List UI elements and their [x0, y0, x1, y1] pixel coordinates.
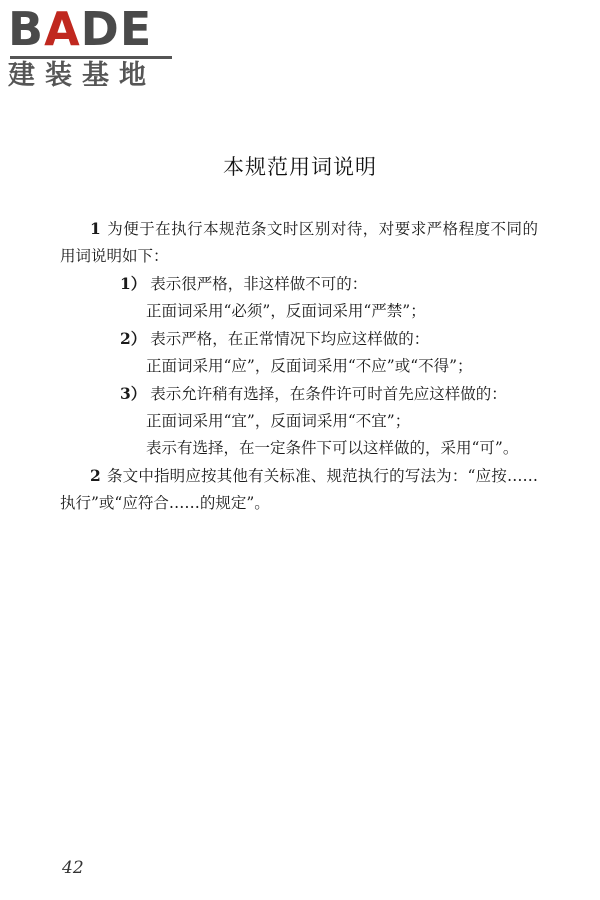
item-3	[60, 380, 538, 408]
item-1-line-1: 正面词采用“必须”，反面词采用“严禁”；	[146, 302, 426, 320]
item-3-number: 3）	[120, 384, 147, 403]
item-3-line-1: 正面词采用“宜”，反面词采用“不宜”；	[146, 412, 411, 430]
document-body	[60, 215, 538, 517]
item-2	[60, 325, 538, 353]
item-1-text: 表示很严格，非这样做不可的：	[150, 275, 368, 293]
item-2-line-1: 正面词采用“应”，反面词采用“不应”或“不得”；	[146, 357, 473, 375]
publisher-logo	[8, 4, 176, 92]
page-number: 42	[62, 858, 84, 878]
item-1	[60, 270, 538, 298]
item-3-text: 表示允许稍有选择，在条件许可时首先应这样做的：	[150, 385, 507, 403]
logo-wordmark	[8, 4, 152, 54]
clause-1-number: 1	[90, 219, 101, 238]
item-3-line-2: 表示有选择，在一定条件下可以这样做的，采用“可”。	[146, 439, 519, 457]
clause-1-text: 为便于在执行本规范条文时区别对待，对要求严格程度不同的用词说明如下：	[60, 220, 538, 265]
page-title: 本规范用词说明	[223, 155, 377, 179]
logo-letters-start: B	[8, 2, 45, 56]
logo-accent-letter: A	[44, 2, 81, 56]
item-2-text: 表示严格，在正常情况下均应这样做的：	[150, 330, 430, 348]
item-2-number: 2）	[120, 329, 147, 348]
logo-subtitle: 建装基地	[8, 60, 156, 91]
clause-2-number: 2	[90, 466, 101, 485]
clause-2-text: 条文中指明应按其他有关标准、规范执行的写法为：“应按……执行”或“应符合……的规定”。	[60, 467, 538, 512]
logo-divider	[10, 56, 172, 59]
item-1-number: 1）	[120, 274, 147, 293]
logo-letters-end: DE	[80, 2, 153, 56]
clause-1	[60, 215, 538, 270]
clause-2	[60, 462, 538, 517]
